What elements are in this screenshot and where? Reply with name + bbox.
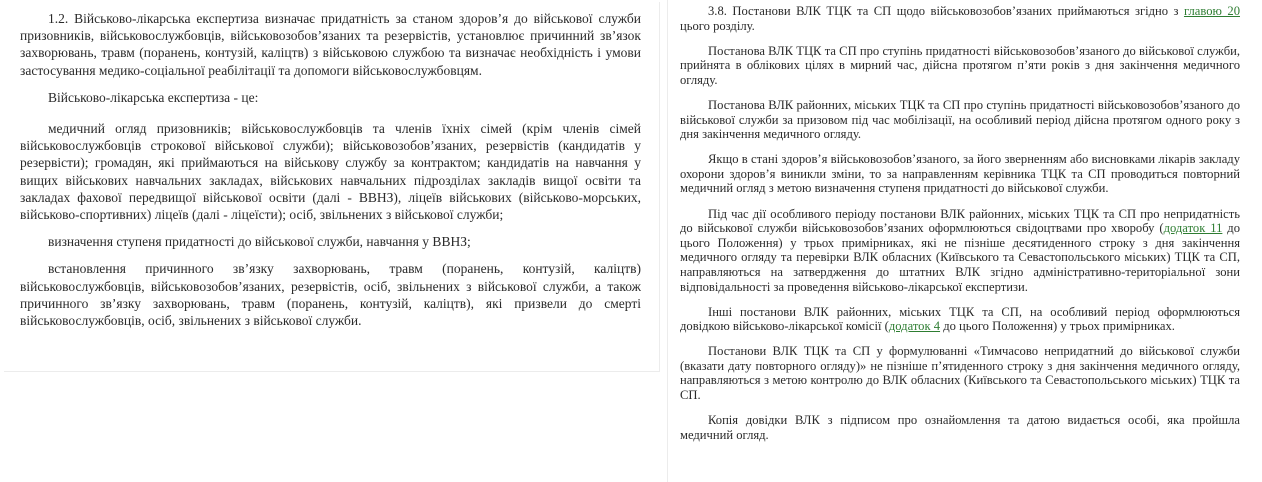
paragraph-peacetime-validity: Постанова ВЛК ТЦК та СП про ступінь придатності військовозобов’язаного до військової служби, прийнята в облікових цілях в мирний час, дійсна протягом п’яти років з дня закінчення медичного огляду. <box>680 43 1240 87</box>
paragraph-1-2: 1.2. Військово-лікарська експертиза визначає придатність за станом здоров’я до військової служби призовників, військовослужбовців, військовозобов’язаних та резервістів, установлює причинний зв’язок захворювань, травм (поранень, контузій, каліцтв) з військовою службою та визначає необхідність і умови застосування медико-соціальної реабілітації та допомоги військовослужбовцям. <box>20 11 641 78</box>
text-fragment: до цього Положення) у трьох примірниках. <box>940 319 1175 334</box>
text-fragment: 3.8. Постанови ВЛК ТЦК та СП щодо військовозобов’язаних приймаються згідно з <box>708 4 1184 18</box>
paragraph-causal-connection: встановлення причинного зв’язку захворювань, травм (поранень, контузій, каліцтв) військовослужбовців, військовозобов’язаних, резервістів, осіб, звільнених з військової служби, а також причинного зв’язку захворювань, травм (поранень, контузій, каліцтв), які призвели до смерті військовослужбовців, осіб, звільнених з військової служби. <box>20 261 641 329</box>
paragraph-fitness-determination: визначення ступеня придатності до військової служби, навчання у ВВНЗ; <box>48 234 471 250</box>
paragraph-illness-certificate <box>680 207 1240 295</box>
paragraph-other-resolutions <box>680 305 1240 334</box>
left-document-panel <box>4 2 660 372</box>
paragraph-certificate-copy: Копія довідки ВЛК з підписом про ознайомлення та датою видається особі, яка пройшла медичний огляд. <box>680 413 1240 442</box>
chapter-20-link[interactable]: главою 20 <box>1183 4 1240 18</box>
text-fragment: цього розділу. <box>680 18 755 33</box>
right-document-panel <box>667 0 1262 482</box>
text-fragment: до цього Положення) у трьох примірниках, які не пізніше десятиденного строку з дня закінчення медичного огляду та перевірки ВЛК обласних (Київського та Севастопольського міських) ТЦК та СП, направляються на затвердження до штатних ВЛК згідно адміністративно-територіальної зони відповідальності за проведення військово-лікарської експертизи. <box>680 221 1240 294</box>
paragraph-medical-examination: медичний огляд призовників; військовослужбовців та членів їхніх сімей (крім членів сімей військовослужбовців строкової військової служби); військовозобов’язаних, резервістів (кандидатів у резервісти); громадян, які приймаються на військову службу за контрактом; кандидатів на навчання у вищих військових навчальних закладах, військових навчальних підрозділах закладів вищої освіти та закладах фахової передвищої військової освіти (далі - ВВНЗ), ліцеїв військових (військово-морських, військово-спортивних) ліцеїв (далі - ліцеїсти); осіб, звільнених з військової служби; <box>20 121 641 223</box>
paragraph-repeat-examination: Якщо в стані здоров’я військовозобов’язаного, за його зверненням або висновками лікарів закладу охорони здоров’я виникли зміни, то за направленням керівника ТЦК та СП проводиться повторний медичний огляд з метою визначення ступеня придатності до військової служби. <box>680 152 1240 196</box>
appendix-4-link[interactable]: додаток 4 <box>888 319 941 334</box>
paragraph-temporarily-unfit: Постанови ВЛК ТЦК та СП у формулюванні «Тимчасово непридатний до військової служби (вказати дату повторного огляду)» не пізніше п’ятиденного строку з дня закінчення медичного огляду, направляються з метою контролю до ВЛК обласних (Київського та Севастопольського міських) ТЦК та СП. <box>680 344 1240 403</box>
text-fragment: Під час дії особливого періоду постанови ВЛК районних, міських ТЦК та СП про непридатність до військової служби військовозобов’язаних оформлюються свідоцтвами про хворобу ( <box>680 206 1240 236</box>
paragraph-mobilization-validity: Постанова ВЛК районних, міських ТЦК та СП про ступінь придатності військовозобов’язаного до військової служби за призовом під час мобілізації, на особливий період дійсна протягом одного року з дня закінчення медичного огляду. <box>680 97 1240 142</box>
text-fragment: Інші постанови ВЛК районних, міських ТЦК та СП, на особливий період оформлюються довідкою військово-лікарської комісії ( <box>680 304 1240 334</box>
paragraph-definition-intro: Військово-лікарська експертиза - це: <box>48 89 259 105</box>
appendix-11-link[interactable]: додаток 11 <box>1163 221 1223 236</box>
paragraph-3-8 <box>680 4 1240 33</box>
